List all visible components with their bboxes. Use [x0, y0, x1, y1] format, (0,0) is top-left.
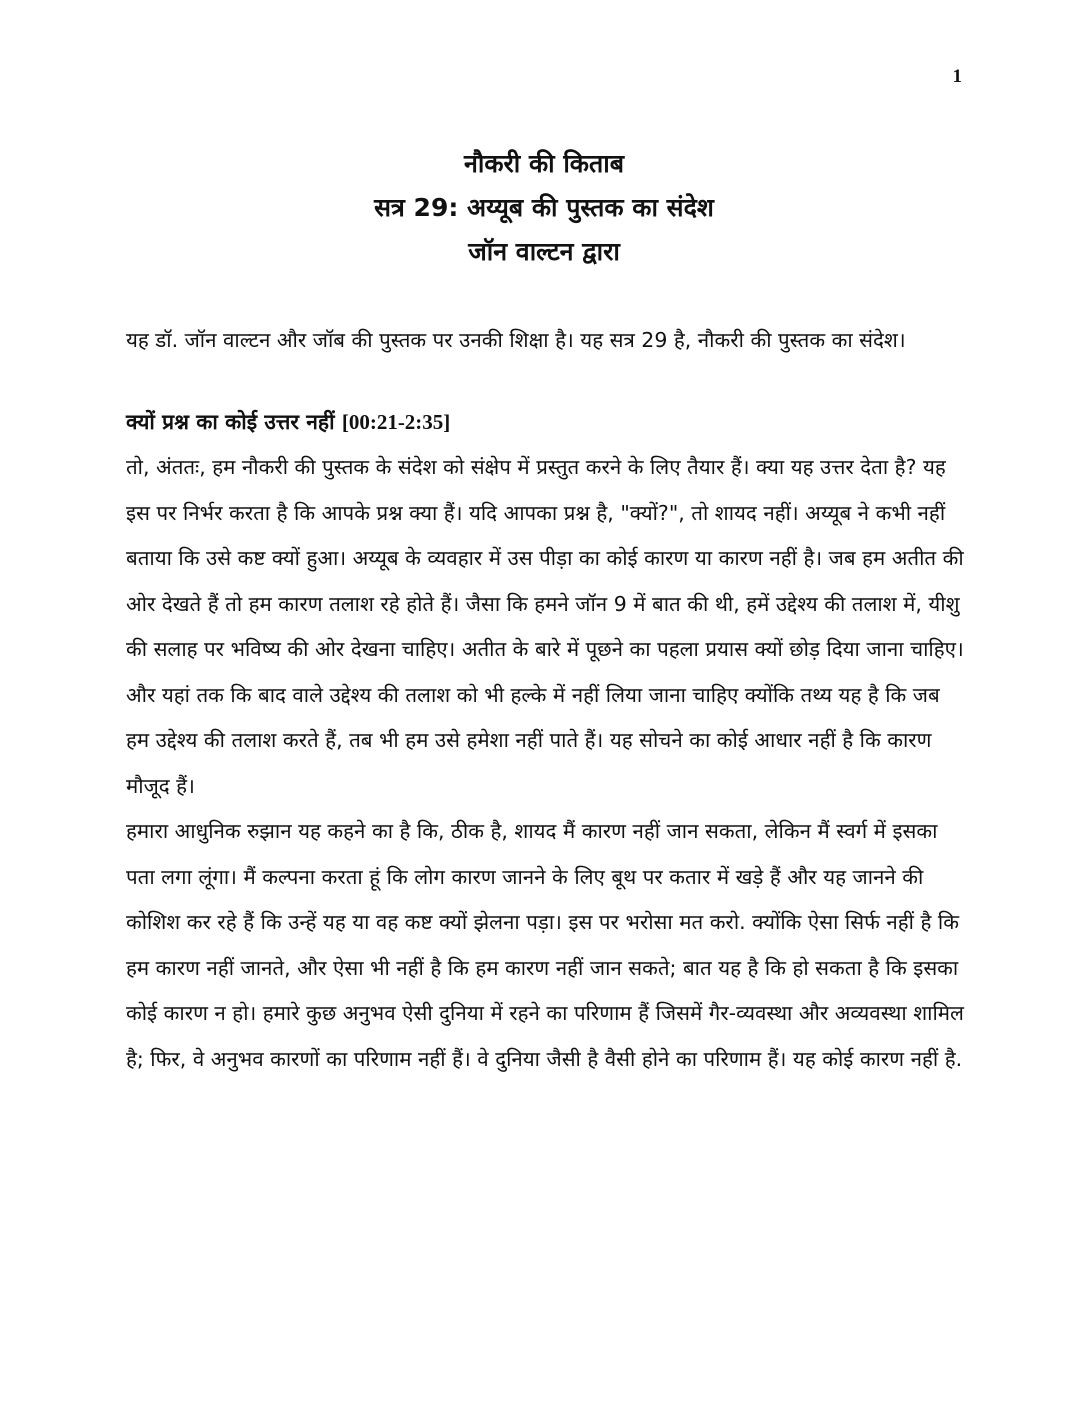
section-heading-text: क्यों प्रश्न का कोई उत्तर नहीं [126, 409, 335, 434]
section-heading [126, 400, 966, 446]
intro-paragraph: यह डॉ. जॉन वाल्टन और जॉब की पुस्तक पर उनकी शिक्षा है। यह सत्र 29 है, नौकरी की पुस्तक का संदेश। [126, 328, 906, 352]
document-body [126, 318, 966, 1082]
page-number: 1 [952, 66, 962, 87]
book-title: नौकरी की किताब [463, 149, 624, 178]
section-timestamp: [00:21-2:35] [341, 409, 451, 434]
author-line: जॉन वाल्टन द्वारा [468, 237, 620, 266]
body-paragraph: हमारा आधुनिक रुझान यह कहने का है कि, ठीक है, शायद मैं कारण नहीं जान सकता, लेकिन मैं स्वर्ग में इसका पता लगा लूंगा। मैं कल्पना करता हूं कि लोग कारण जानने के लिए बूथ पर कतार में खड़े हैं और यह जानने की कोशिश कर रहे हैं कि उन्हें यह या वह कष्ट क्यों झेलना पड़ा। इस पर भरोसा मत करो. क्योंकि ऐसा सिर्फ नहीं है कि हम कारण नहीं जानते, और ऐसा भी नहीं है कि हम कारण नहीं जान सकते; बात यह है कि हो सकता है कि इसका कोई कारण न हो। हमारे कुछ अनुभव ऐसी दुनिया में रहने का परिणाम हैं जिसमें गैर-व्यवस्था और अव्यवस्था शामिल है; फिर, वे अनुभव कारणों का परिणाम नहीं हैं। वे दुनिया जैसी है वैसी होने का परिणाम हैं। यह कोई कारण नहीं है. [126, 819, 964, 1071]
session-title: सत्र 29: अय्यूब की पुस्तक का संदेश [374, 193, 714, 222]
document-header [0, 142, 1088, 274]
body-paragraph: तो, अंततः, हम नौकरी की पुस्तक के संदेश को संक्षेप में प्रस्तुत करने के लिए तैयार हैं। क्या यह उत्तर देता है? यह इस पर निर्भर करता है कि आपके प्रश्न क्या हैं। यदि आपका प्रश्न है, "क्यों?", तो शायद नहीं। अय्यूब ने कभी नहीं बताया कि उसे कष्ट क्यों हुआ। अय्यूब के व्यवहार में उस पीड़ा का कोई कारण या कारण नहीं है। जब हम अतीत की ओर देखते हैं तो हम कारण तलाश रहे होते हैं। जैसा कि हमने जॉन 9 में बात की थी, हमें उद्देश्य की तलाश में, यीशु की सलाह पर भविष्य की ओर देखना चाहिए। अतीत के बारे में पूछने का पहला प्रयास क्यों छोड़ दिया जाना चाहिए। और यहां तक कि बाद वाले उद्देश्य की तलाश को भी हल्के में नहीं लिया जाना चाहिए क्योंकि तथ्य यह है कि जब हम उद्देश्य की तलाश करते हैं, तब भी हम उसे हमेशा नहीं पाते हैं। यह सोचने का कोई आधार नहीं है कि कारण मौजूद हैं। [126, 455, 964, 798]
